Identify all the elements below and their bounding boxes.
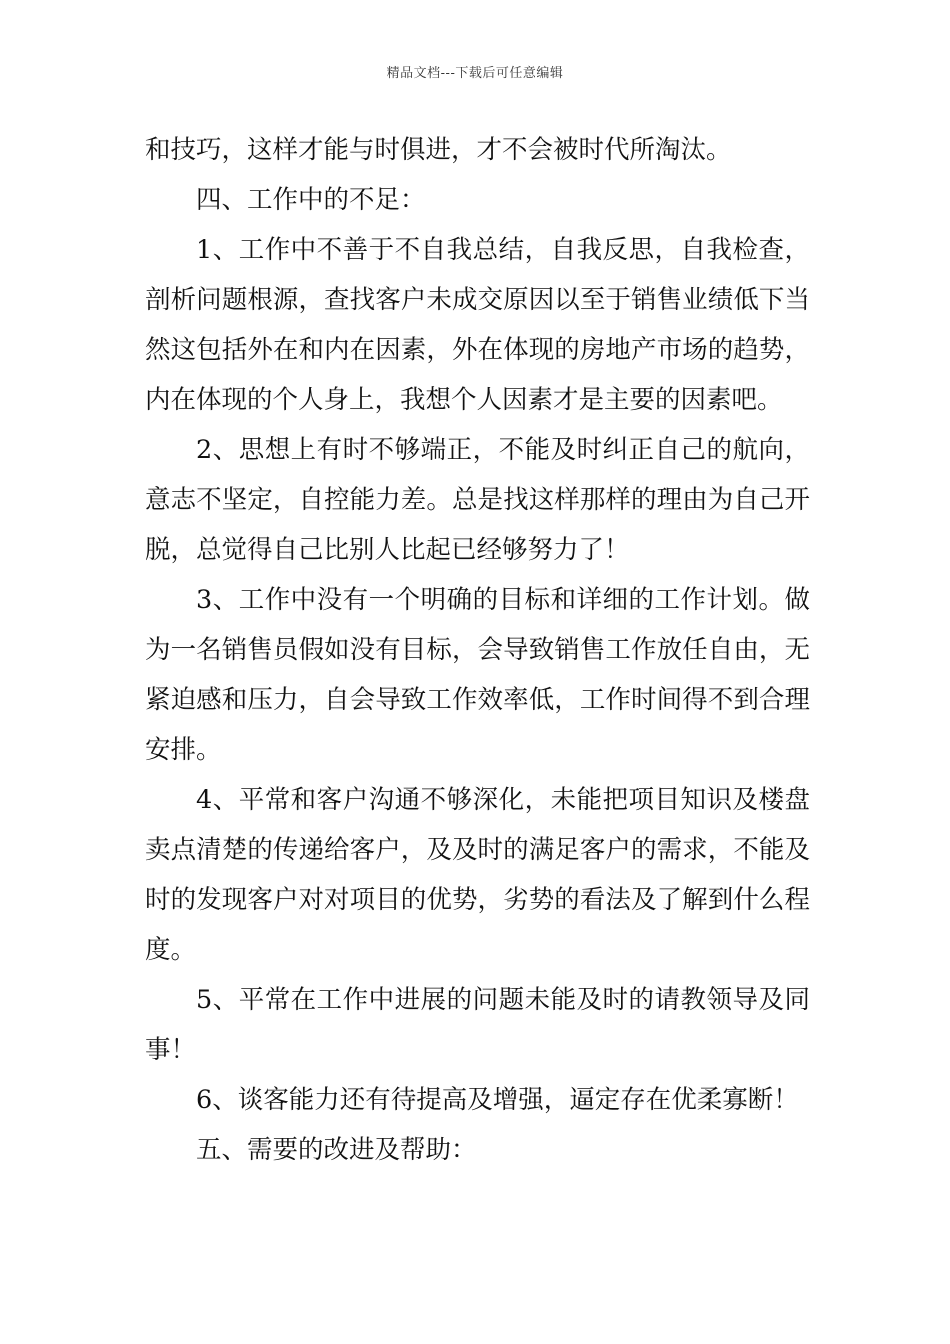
paragraph-item-6: 6、谈客能力还有待提高及增强，逼定存在优柔寡断！ <box>196 1085 799 1115</box>
paragraph-item-4: 4、平常和客户沟通不够深化，未能把项目知识及楼盘卖点清楚的传递给客户，及及时的满足客户的需求，不能及时的发现客户对对项目的优势，劣势的看法及了解到什么程度。 <box>145 785 810 965</box>
section-heading-improvements: 五、需要的改进及帮助： <box>196 1135 477 1165</box>
section-heading-shortcomings: 四、工作中的不足： <box>196 185 426 215</box>
paragraph-item-5: 5、平常在工作中进展的问题未能及时的请教领导及同事！ <box>145 985 810 1065</box>
paragraph-item-1: 1、工作中不善于不自我总结，自我反思，自我检查，剖析问题根源，查找客户未成交原因以至于销售业绩低下当然这包括外在和内在因素，外在体现的房地产市场的趋势，内在体现的个人身上，我想个人因素才是主要的因素吧。 <box>145 235 810 415</box>
document-body <box>145 125 810 1175</box>
paragraph-item-2: 2、思想上有时不够端正，不能及时纠正自己的航向，意志不坚定，自控能力差。总是找这样那样的理由为自己开脱，总觉得自己比别人比起已经够努力了！ <box>145 435 810 565</box>
page-header: 精品文档---下载后可任意编辑 <box>386 66 564 81</box>
paragraph-continuation: 和技巧，这样才能与时俱进，才不会被时代所淘汰。 <box>145 135 732 165</box>
paragraph-item-3: 3、工作中没有一个明确的目标和详细的工作计划。做为一名销售员假如没有目标，会导致销售工作放任自由，无紧迫感和压力，自会导致工作效率低，工作时间得不到合理安排。 <box>145 585 810 765</box>
